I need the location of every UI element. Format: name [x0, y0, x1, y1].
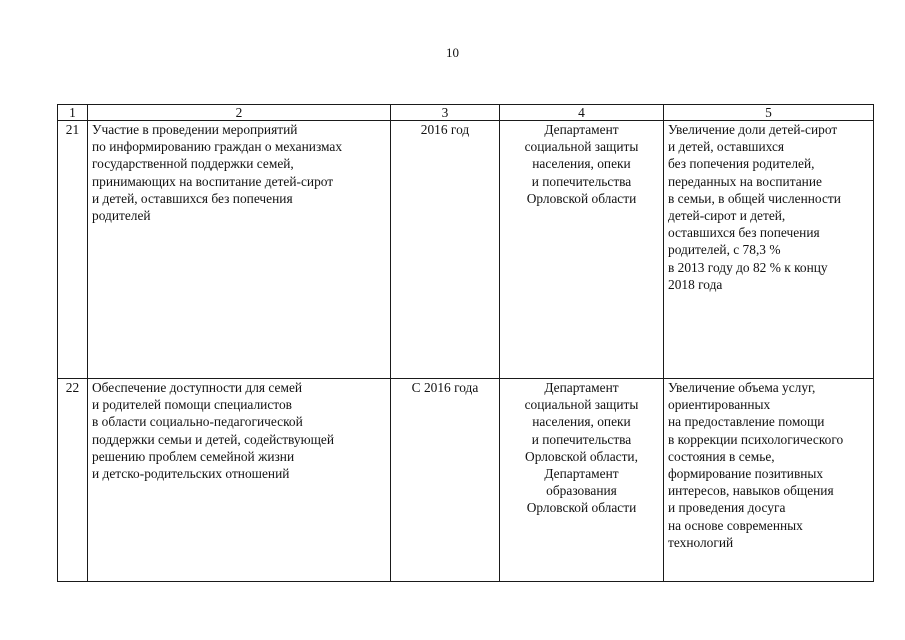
result-line: Увеличение доли детей-сирот — [668, 122, 838, 137]
result-cell — [664, 121, 874, 379]
result-line: переданных на воспитание — [668, 173, 822, 189]
event-line: Обеспечение доступности для семей — [92, 380, 303, 395]
event-cell — [88, 379, 391, 582]
result-line: в коррекции психологического — [668, 431, 844, 447]
row-number: 22 — [58, 379, 88, 582]
header-col-3: 3 — [391, 105, 500, 121]
executor-line: Департамент — [544, 380, 619, 395]
event-line: и родителей помощи специалистов — [92, 397, 292, 413]
event-line: по информированию граждан о механизмах — [92, 139, 343, 155]
result-line: интересов, навыков общения — [668, 483, 834, 499]
event-line: родителей — [92, 208, 151, 224]
result-line: без попечения родителей, — [668, 156, 815, 172]
period-cell: С 2016 года — [391, 379, 500, 582]
result-line: на основе современных — [668, 517, 803, 533]
table-row — [58, 379, 874, 582]
executor-line: населения, опеки — [532, 156, 631, 172]
header-col-1: 1 — [58, 105, 88, 121]
result-line: в 2013 году до 82 % к концу — [668, 259, 828, 275]
result-line: и детей, оставшихся — [668, 139, 785, 155]
executor-line: и попечительства — [531, 173, 632, 189]
measures-table — [57, 104, 874, 582]
event-line: поддержки семьи и детей, содействующей — [92, 431, 335, 447]
executor-line: социальной защиты — [524, 397, 639, 413]
executor-line: и попечительства — [531, 431, 632, 447]
event-line: и детско-родительских отношений — [92, 466, 290, 482]
period-cell: 2016 год — [391, 121, 500, 379]
event-line: и детей, оставшихся без попечения — [92, 190, 293, 206]
result-line: родителей, с 78,3 % — [668, 242, 781, 258]
result-line: 2018 года — [668, 276, 723, 292]
executor-cell — [500, 379, 664, 582]
result-line: ориентированных — [668, 397, 771, 413]
result-line: состояния в семье, — [668, 448, 775, 464]
executor-line: Департамент — [544, 466, 619, 482]
executor-line: Орловской области — [526, 190, 637, 206]
result-line: и проведения досуга — [668, 500, 786, 516]
result-line: в семьи, в общей численности — [668, 190, 841, 206]
event-cell — [88, 121, 391, 379]
result-line: Увеличение объема услуг, — [668, 380, 816, 395]
event-line: в области социально-педагогической — [92, 414, 303, 430]
result-cell — [664, 379, 874, 582]
executor-line: социальной защиты — [524, 139, 639, 155]
result-line: формирование позитивных — [668, 466, 824, 482]
result-line: на предоставление помощи — [668, 414, 825, 430]
event-line: Участие в проведении мероприятий — [92, 122, 298, 137]
header-col-5: 5 — [664, 105, 874, 121]
event-line: решению проблем семейной жизни — [92, 448, 295, 464]
row-number: 21 — [58, 121, 88, 379]
executor-line: Орловской области, — [525, 448, 638, 464]
executor-line: Департамент — [544, 122, 619, 137]
result-line: детей-сирот и детей, — [668, 208, 786, 224]
result-line: оставшихся без попечения — [668, 225, 820, 241]
executor-line: населения, опеки — [532, 414, 631, 430]
page-number: 10 — [446, 45, 459, 60]
header-col-4: 4 — [500, 105, 664, 121]
executor-line: образования — [546, 483, 617, 499]
result-line: технологий — [668, 534, 734, 550]
event-line: принимающих на воспитание детей-сирот — [92, 173, 334, 189]
header-row — [58, 105, 874, 121]
header-col-2: 2 — [88, 105, 391, 121]
table-row — [58, 121, 874, 379]
executor-cell — [500, 121, 664, 379]
event-line: государственной поддержки семей, — [92, 156, 294, 172]
executor-line: Орловской области — [526, 500, 637, 516]
